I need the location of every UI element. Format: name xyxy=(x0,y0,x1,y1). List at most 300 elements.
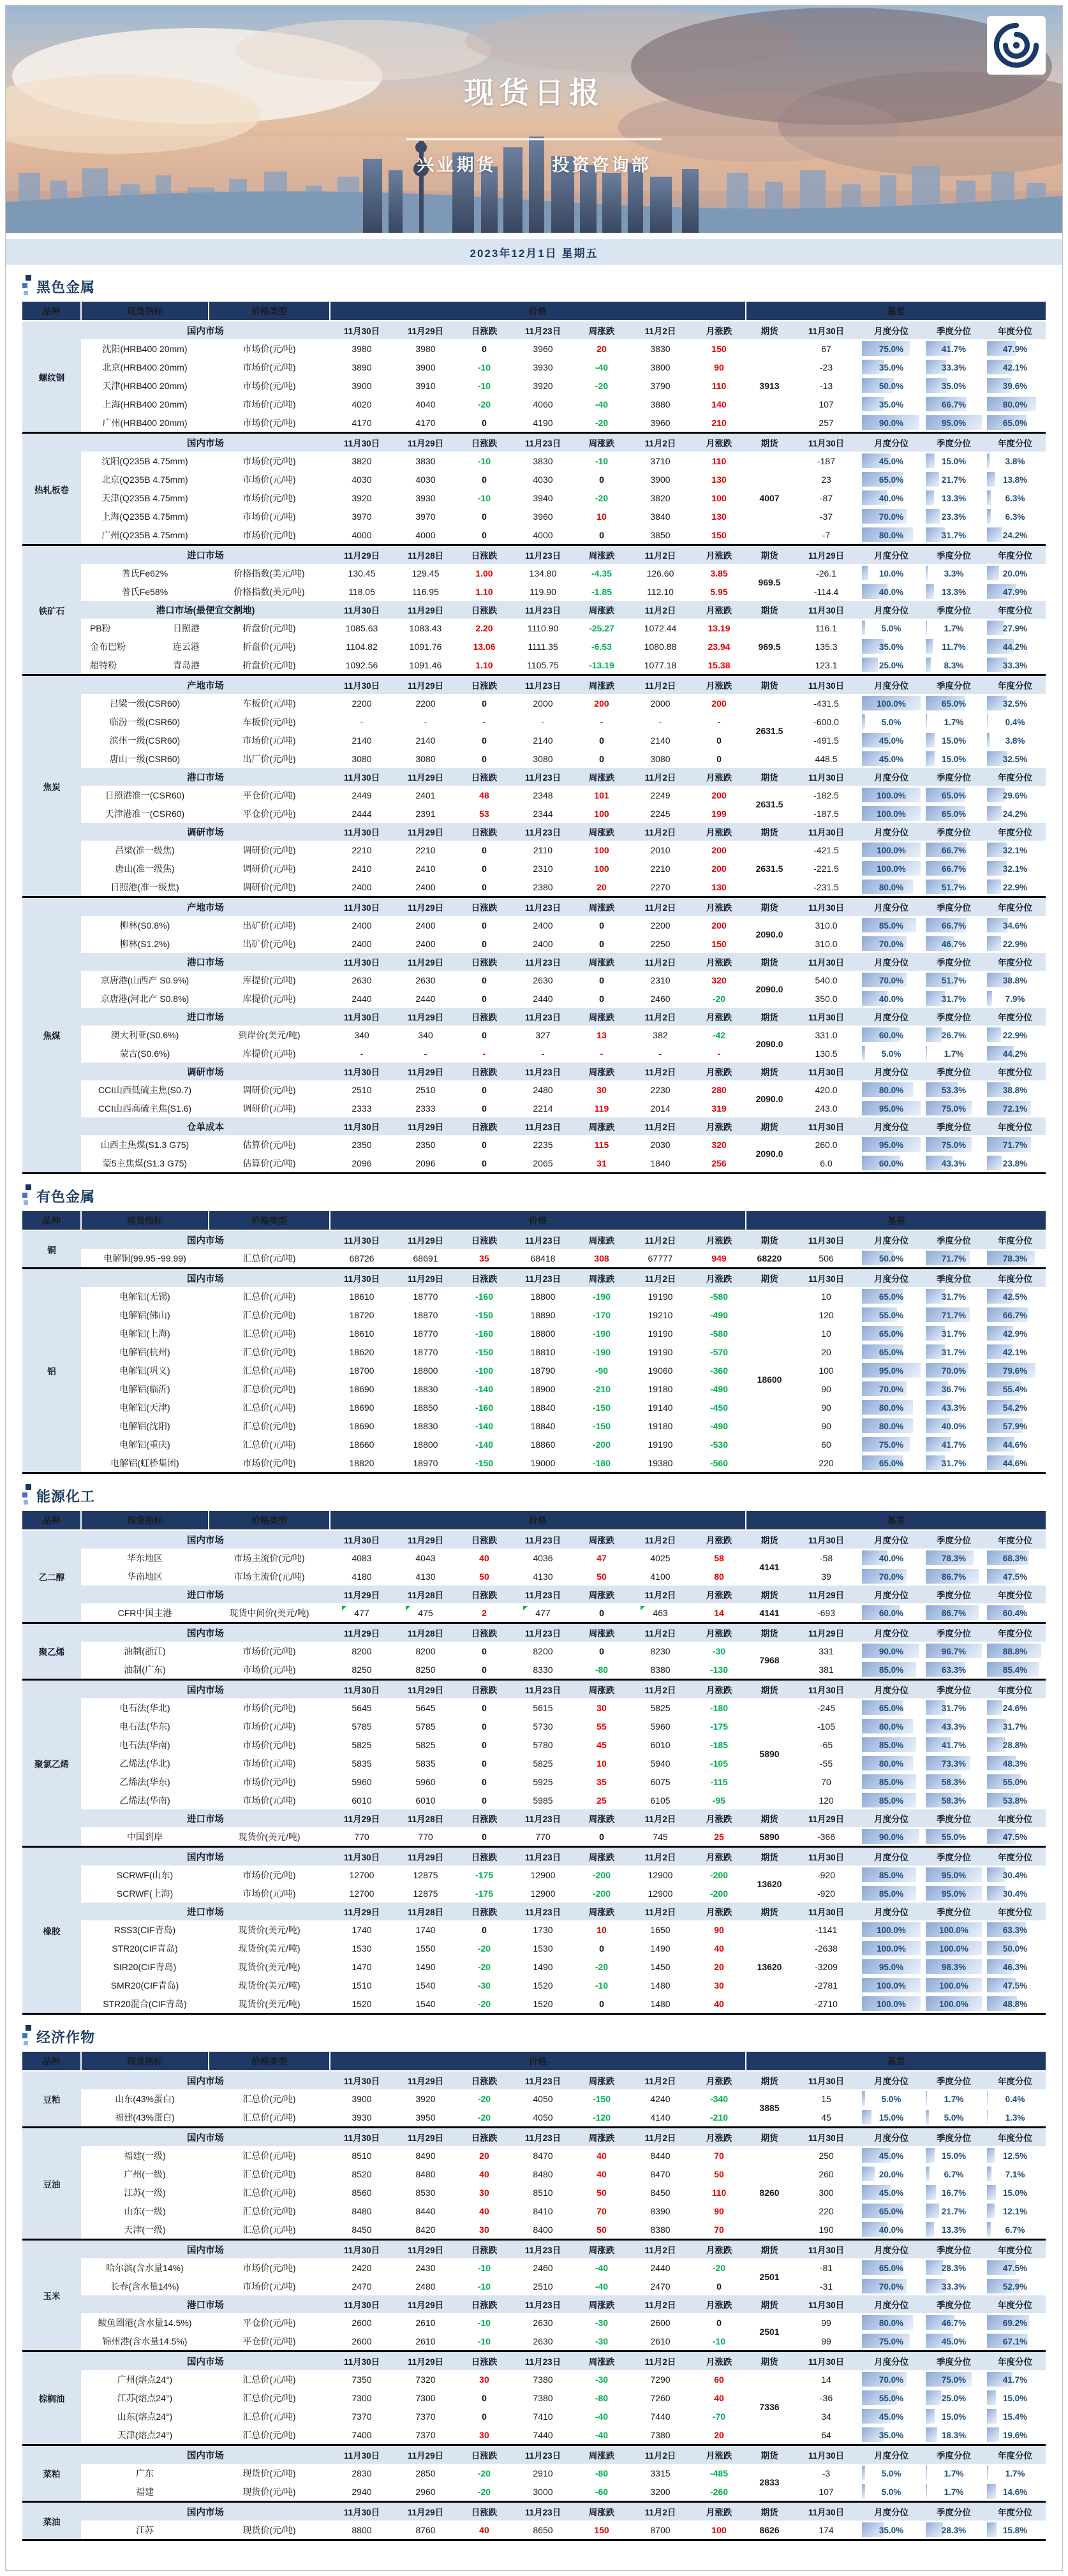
percentile-cell xyxy=(984,489,1046,507)
price-cell: 8510 xyxy=(352,2150,372,2161)
table-row xyxy=(22,1642,1046,1660)
percentile-cell xyxy=(923,1791,984,1809)
price-type-cell: 市场价(元/吨) xyxy=(242,2281,296,2292)
price-cell: 112.10 xyxy=(647,586,674,597)
table-row xyxy=(22,2482,1046,2501)
table-row xyxy=(22,1754,1046,1772)
price-cell: 2510 xyxy=(533,2281,553,2292)
market-label: 港口市场 xyxy=(81,768,330,786)
change-cell: 200 xyxy=(711,863,727,874)
change-cell: 0 xyxy=(482,938,487,949)
percentile-cell xyxy=(859,2258,923,2277)
price-type-cell: 现货价(美元/吨) xyxy=(238,1980,300,1991)
percentile-cell xyxy=(923,1939,984,1957)
band-col-label: 期货 xyxy=(746,1809,793,1827)
variety-cell: 聚乙烯 xyxy=(22,1624,81,1679)
band-col-label: 日涨跌 xyxy=(457,823,511,841)
price-cell: 2460 xyxy=(533,2262,553,2273)
change-cell: 0 xyxy=(482,1831,487,1842)
percentile-value: 70.0% xyxy=(879,2374,904,2385)
percentile-cell xyxy=(984,878,1046,896)
band-col-label: 11月23日 xyxy=(511,601,575,619)
percentile-bar xyxy=(926,490,934,505)
percentile-cell xyxy=(984,1939,1046,1957)
price-type-cell: 市场价(元/吨) xyxy=(242,455,296,466)
band-col-label: 11月30日 xyxy=(330,768,394,786)
indicator-cell: 福建(一级) xyxy=(124,2150,166,2161)
band-col-label: 月度分位 xyxy=(859,1586,923,1603)
price-type-cell: 折盘价(元/吨) xyxy=(242,659,296,670)
section-title xyxy=(22,1484,1062,1506)
market-label: 港口市场 xyxy=(81,2295,330,2313)
percentile-bar xyxy=(987,2409,997,2424)
band-col-label: 11月2日 xyxy=(628,1586,692,1603)
percentile-cell xyxy=(859,564,923,582)
percentile-bar xyxy=(926,453,935,468)
percentile-cell xyxy=(923,2425,984,2444)
change-cell: -20 xyxy=(595,380,609,391)
change-cell: -150 xyxy=(475,1346,493,1357)
table-row xyxy=(22,1549,1046,1567)
table-row xyxy=(22,859,1046,878)
percentile-cell xyxy=(984,1735,1046,1754)
price-cell: 4043 xyxy=(415,1552,436,1563)
percentile-cell xyxy=(923,1306,984,1324)
basis-cell: 90 xyxy=(821,1402,831,1413)
band-col-label: 期货 xyxy=(746,953,793,971)
percentile-value: 95.0% xyxy=(879,1365,904,1376)
percentile-cell xyxy=(984,1361,1046,1380)
price-type-cell: 估算价(元/吨) xyxy=(242,1158,296,1168)
price-cell: 1510 xyxy=(352,1980,372,1991)
change-cell: - xyxy=(717,1048,721,1059)
indicator-cell: 江苏(一级) xyxy=(124,2187,166,2198)
band-col-label: 日涨跌 xyxy=(457,2295,511,2313)
table-row xyxy=(22,489,1046,507)
percentile-value: 40.0% xyxy=(879,994,904,1004)
band-col-label: 11月29日 xyxy=(394,601,457,619)
basis-cell: -366 xyxy=(817,1831,836,1842)
percentile-bar xyxy=(926,2427,937,2442)
market-band-row xyxy=(22,2241,1046,2258)
percentile-value: 25.0% xyxy=(941,2393,967,2403)
percentile-cell xyxy=(923,859,984,878)
change-cell: 150 xyxy=(711,938,727,949)
basis-cell: -55 xyxy=(819,1758,833,1769)
indicator-cell: CCI山西低硫主焦(S0.7) xyxy=(98,1084,192,1095)
price-cell: 2200 xyxy=(352,698,372,709)
percentile-cell xyxy=(859,1866,923,1884)
price-cell: 6075 xyxy=(650,1776,671,1787)
percentile-value: 86.7% xyxy=(941,1608,967,1618)
percentile-value: 15.0% xyxy=(1002,2188,1028,2198)
price-cell: 18970 xyxy=(413,1457,438,1468)
band-col-label: 11月23日 xyxy=(511,953,575,971)
change-cell: -200 xyxy=(592,1869,611,1880)
price-cell: 18890 xyxy=(530,1309,556,1320)
price-cell: 2210 xyxy=(352,844,372,855)
price-cell: 130.45 xyxy=(348,568,376,578)
percentile-bar xyxy=(987,453,990,468)
price-cell: 19140 xyxy=(648,1402,673,1413)
basis-cell: -491.5 xyxy=(813,735,839,746)
basis-cell: -105 xyxy=(817,1721,836,1732)
indicator-cell: CFR中国主港 xyxy=(117,1607,172,1618)
col-variety: 品种 xyxy=(22,1211,81,1230)
percentile-value: 75.0% xyxy=(879,1439,904,1450)
band-col-label: 月涨跌 xyxy=(692,898,746,916)
percentile-value: 66.7% xyxy=(941,845,967,855)
dept-name: 投资咨询部 xyxy=(552,156,651,175)
price-cell: 19060 xyxy=(648,1365,673,1376)
band-col-label: 日涨跌 xyxy=(457,321,511,339)
indicator-cell: 福建(43%蛋白) xyxy=(115,2112,175,2123)
price-cell: 2630 xyxy=(352,975,372,985)
corner-flag-icon xyxy=(406,1606,410,1610)
band-col-label: 季度分位 xyxy=(923,1809,984,1827)
price-type-cell: 汇总价(元/吨) xyxy=(242,2112,296,2123)
band-col-label: 期货 xyxy=(746,2446,793,2464)
indicator-cell: 澳大利亚(S0.6%) xyxy=(110,1029,179,1040)
change-cell: -1.85 xyxy=(591,586,612,597)
change-cell: 0 xyxy=(482,1702,487,1713)
change-cell: 30 xyxy=(479,2374,489,2385)
indicator-cell: 电石法(华东) xyxy=(119,1721,170,1732)
percentile-cell xyxy=(923,656,984,674)
change-cell: 0 xyxy=(482,1776,487,1787)
price-cell: 3790 xyxy=(650,380,671,391)
price-cell: 4170 xyxy=(352,417,372,428)
percentile-cell xyxy=(984,804,1046,823)
change-cell: 0 xyxy=(716,2317,722,2328)
percentile-value: 65.0% xyxy=(879,1328,904,1339)
change-cell: 0 xyxy=(599,1607,604,1618)
band-col-label: 周涨跌 xyxy=(575,546,628,564)
basis-cell: 34 xyxy=(821,2411,831,2422)
price-cell: 5825 xyxy=(352,1739,372,1750)
indicator-cell: 蒙古(S0.6%) xyxy=(119,1048,170,1059)
table-row xyxy=(22,582,1046,601)
price-type-cell: 市场价(元/吨) xyxy=(242,343,296,354)
percentile-cell xyxy=(859,2370,923,2388)
price-cell: 6105 xyxy=(650,1795,671,1806)
percentile-cell xyxy=(923,2183,984,2202)
percentile-cell xyxy=(984,1772,1046,1791)
change-cell: 55 xyxy=(597,1721,607,1732)
variety-cell: 焦炭 xyxy=(22,676,81,896)
percentile-cell xyxy=(984,1343,1046,1361)
band-col-label: 月度分位 xyxy=(859,434,923,452)
band-col-label: 年度分位 xyxy=(984,1809,1046,1827)
table-row xyxy=(22,1939,1046,1957)
price-cell: 1470 xyxy=(352,1961,372,1972)
change-cell: 200 xyxy=(711,844,727,855)
price-cell: 2000 xyxy=(533,698,553,709)
price-type-cell: 汇总价(元/吨) xyxy=(242,1365,296,1376)
price-cell: 2480 xyxy=(533,1084,553,1095)
price-cell: 2214 xyxy=(533,1103,553,1114)
change-cell: 47 xyxy=(597,1552,607,1563)
percentile-cell xyxy=(984,376,1046,395)
change-cell: 50 xyxy=(597,2224,607,2235)
change-cell: 150 xyxy=(594,2524,609,2535)
band-col-label: 月涨跌 xyxy=(692,2128,746,2146)
percentile-value: 80.0% xyxy=(879,1402,904,1413)
variety-cell: 菜粕 xyxy=(22,2446,81,2501)
basis-cell: 123.1 xyxy=(815,659,838,670)
change-cell: 200 xyxy=(711,790,727,800)
percentile-cell xyxy=(859,1603,923,1622)
variety-cell: 乙二醇 xyxy=(22,1530,81,1622)
market-label: 国内市场 xyxy=(81,2128,330,2146)
percentile-cell xyxy=(923,1866,984,1884)
band-col-label: 年度分位 xyxy=(984,1117,1046,1135)
price-cell: 2630 xyxy=(415,975,436,985)
percentile-value: 23.3% xyxy=(941,512,967,522)
price-cell: 2610 xyxy=(415,2317,436,2328)
section-title xyxy=(22,275,1062,297)
percentile-cell xyxy=(923,1603,984,1622)
percentile-cell xyxy=(859,1939,923,1957)
price-cell: 3830 xyxy=(650,343,671,354)
basis-cell: 10 xyxy=(821,1328,831,1339)
price-cell: 2400 xyxy=(533,938,553,949)
price-cell: 3980 xyxy=(352,343,372,354)
table-row xyxy=(22,470,1046,489)
price-cell: 3960 xyxy=(533,343,553,354)
price-cell: 2096 xyxy=(352,1158,372,1168)
change-cell: -20 xyxy=(477,399,491,409)
band-col-label: 11月2日 xyxy=(628,2128,692,2146)
price-cell: 2140 xyxy=(415,735,436,746)
change-cell: -80 xyxy=(595,2392,609,2403)
price-type-cell: 市场价(元/吨) xyxy=(242,2262,296,2273)
price-cell: 18800 xyxy=(530,1328,556,1339)
percentile-bar xyxy=(987,1027,1001,1042)
percentile-cell xyxy=(984,1287,1046,1306)
table-row xyxy=(22,1026,1046,1044)
table-row xyxy=(22,916,1046,934)
band-col-label: 11月30日 xyxy=(330,2128,394,2146)
band-col-label: 期货 xyxy=(746,1117,793,1135)
indicator-cell: 锦州港(含水量14.5%) xyxy=(102,2336,188,2346)
price-cell: 5960 xyxy=(650,1721,671,1732)
change-cell: 45 xyxy=(597,1739,607,1750)
percentile-value: 43.3% xyxy=(941,1721,967,1732)
percentile-cell xyxy=(923,934,984,953)
percentile-cell xyxy=(923,470,984,489)
band-col-label: 月涨跌 xyxy=(692,1269,746,1287)
price-cell: 18800 xyxy=(413,1365,438,1376)
band-col-label: 11月30日 xyxy=(330,601,394,619)
price-cell: 18770 xyxy=(413,1346,438,1357)
change-cell: 20 xyxy=(479,2150,489,2161)
percentile-cell xyxy=(859,1567,923,1586)
band-col-label: 年度分位 xyxy=(984,1063,1046,1080)
section-title-text: 黑色金属 xyxy=(36,279,96,295)
band-col-label: 11月2日 xyxy=(628,321,692,339)
change-cell: 110 xyxy=(711,380,727,391)
basis-cell: 45 xyxy=(821,2112,831,2123)
basis-cell: 23 xyxy=(821,474,831,485)
change-cell: 0 xyxy=(599,993,604,1004)
band-col-label: 日涨跌 xyxy=(457,546,511,564)
percentile-cell xyxy=(859,2202,923,2220)
price-type-cell: 汇总价(元/吨) xyxy=(242,1328,296,1339)
price-cell: 7380 xyxy=(650,2429,671,2440)
band-col-label: 11月30日 xyxy=(330,898,394,916)
percentile-value: 73.3% xyxy=(941,1758,967,1769)
price-type-cell: 车板价(元/吨) xyxy=(242,716,296,727)
price-cell: 19190 xyxy=(648,1346,673,1357)
indicator-split xyxy=(81,659,209,672)
band-col-label: 期货 xyxy=(746,1230,793,1249)
price-cell: 7400 xyxy=(352,2429,372,2440)
price-cell: 12900 xyxy=(530,1888,556,1899)
percentile-value: 1.3% xyxy=(1005,2112,1025,2123)
price-cell: 8470 xyxy=(533,2150,553,2161)
percentile-cell xyxy=(984,694,1046,712)
table-row xyxy=(22,1920,1046,1939)
percentile-value: 8.3% xyxy=(944,660,964,670)
price-cell: 1490 xyxy=(533,1961,553,1972)
table-row xyxy=(22,395,1046,413)
market-band-row xyxy=(22,1530,1046,1549)
band-col-label: 11月23日 xyxy=(511,546,575,564)
band-col-label: 年度分位 xyxy=(984,601,1046,619)
percentile-value: 16.7% xyxy=(941,2188,967,2198)
table-row xyxy=(22,1044,1046,1063)
percentile-value: 28.3% xyxy=(941,2525,967,2535)
percentile-cell xyxy=(923,1642,984,1660)
percentile-cell xyxy=(984,2277,1046,2295)
price-cell: 7370 xyxy=(415,2411,436,2422)
basis-cell: -81 xyxy=(819,2262,833,2273)
market-band-row xyxy=(22,2071,1046,2089)
percentile-value: 45.0% xyxy=(879,2188,904,2198)
percentile-value: 41.7% xyxy=(941,1439,967,1450)
percentile-cell xyxy=(859,841,923,859)
change-cell: 1.10 xyxy=(475,659,493,670)
basis-cell: 540.0 xyxy=(815,975,838,985)
change-cell: 35 xyxy=(479,1253,489,1263)
change-cell: 0 xyxy=(716,2281,722,2292)
table-row xyxy=(22,1249,1046,1267)
percentile-value: 7.9% xyxy=(1005,994,1025,1004)
market-label: 进口市场 xyxy=(81,1008,330,1026)
percentile-cell xyxy=(859,1717,923,1735)
price-cell: 2249 xyxy=(650,790,671,800)
change-cell: 40 xyxy=(479,2168,489,2179)
price-cell: 116.95 xyxy=(412,586,439,597)
price-cell: 3315 xyxy=(650,2468,671,2478)
basis-cell: 135.3 xyxy=(815,641,838,652)
percentile-value: 39.6% xyxy=(1002,381,1028,391)
futures-cell: 2501 xyxy=(759,2272,780,2282)
percentile-cell xyxy=(859,2464,923,2482)
indicator-cell: 电解铝(临沂) xyxy=(119,1383,170,1394)
table-row xyxy=(22,1735,1046,1754)
indicator-cell: 油制(浙江) xyxy=(124,1645,166,1656)
price-cell: 7320 xyxy=(415,2374,436,2385)
percentile-cell xyxy=(984,1154,1046,1172)
band-col-label: 11月30日 xyxy=(330,676,394,694)
band-col-label: 月涨跌 xyxy=(692,2352,746,2370)
band-col-label: 年度分位 xyxy=(984,823,1046,841)
band-col-label: 年度分位 xyxy=(984,434,1046,452)
band-col-label: 期货 xyxy=(746,768,793,786)
percentile-cell xyxy=(859,656,923,674)
percentile-value: 51.7% xyxy=(941,882,967,892)
band-col-label: 月涨跌 xyxy=(692,1586,746,1603)
change-cell: 23.94 xyxy=(708,641,731,652)
band-col-label: 月度分位 xyxy=(859,768,923,786)
change-cell: 0 xyxy=(716,753,722,764)
market-band-row xyxy=(22,321,1046,339)
change-cell: 0 xyxy=(482,343,487,354)
futures-cell: 2833 xyxy=(759,2477,780,2487)
percentile-value: 32.1% xyxy=(1002,864,1028,874)
band-col-label: 11月30日 xyxy=(330,2446,394,2464)
market-label: 国内市场 xyxy=(81,321,330,339)
percentile-cell xyxy=(984,1454,1046,1472)
price-cell: 3960 xyxy=(650,417,671,428)
band-col-label: 日涨跌 xyxy=(457,768,511,786)
price-cell: 5825 xyxy=(415,1739,436,1750)
col-indicator: 现货指标 xyxy=(81,302,209,321)
price-cell: 7300 xyxy=(415,2392,436,2403)
indicator-cell: 乙烯法(华东) xyxy=(119,1776,170,1787)
percentile-cell xyxy=(923,452,984,470)
change-cell: -185 xyxy=(709,1739,728,1750)
price-cell: 4000 xyxy=(533,529,553,540)
percentile-value: 32.5% xyxy=(1002,698,1028,709)
band-col-label: 期货 xyxy=(746,1848,793,1866)
price-cell: 3950 xyxy=(415,2112,436,2123)
indicator-cell: RSS3(CIF青岛) xyxy=(114,1924,176,1935)
price-cell: 2350 xyxy=(352,1139,372,1150)
band-col-label: 月度分位 xyxy=(859,601,923,619)
price-cell: 8450 xyxy=(352,2224,372,2235)
band-col-label: 11月29日 xyxy=(330,1809,394,1827)
percentile-cell xyxy=(859,1791,923,1809)
price-cell: 8230 xyxy=(650,1645,671,1656)
band-col-label: 11月30日 xyxy=(793,823,859,841)
band-col-label: 月涨跌 xyxy=(692,2503,746,2521)
band-col-label: 年度分位 xyxy=(984,321,1046,339)
band-col-label: 日涨跌 xyxy=(457,1008,511,1026)
page-title: 现货日报 xyxy=(464,76,604,110)
basis-cell: 99 xyxy=(821,2336,831,2346)
percentile-cell xyxy=(984,786,1046,804)
price-type-cell: 市场价(元/吨) xyxy=(242,1645,296,1656)
percentile-cell xyxy=(923,1026,984,1044)
band-col-label: 年度分位 xyxy=(984,1230,1046,1249)
change-cell: -20 xyxy=(477,2486,491,2497)
percentile-cell xyxy=(859,376,923,395)
percentile-value: 31.7% xyxy=(941,530,967,540)
price-cell: 8520 xyxy=(352,2168,372,2179)
basis-cell: -182.5 xyxy=(813,790,839,800)
percentile-cell xyxy=(859,1380,923,1398)
price-cell: 8700 xyxy=(650,2524,671,2535)
band-col-label: 年度分位 xyxy=(984,2503,1046,2521)
price-type-cell: 汇总价(元/吨) xyxy=(242,2150,296,2161)
change-cell: 0 xyxy=(482,1924,487,1935)
price-cell: 18770 xyxy=(413,1328,438,1339)
percentile-bar xyxy=(926,2091,927,2106)
price-cell: 770 xyxy=(535,1831,551,1842)
